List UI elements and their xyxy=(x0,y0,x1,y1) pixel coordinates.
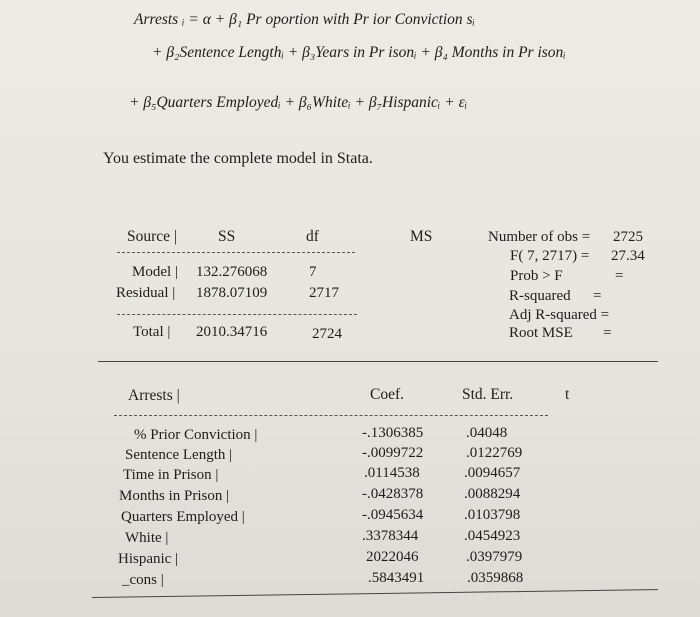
coef-row-se: .0103798 xyxy=(464,507,521,523)
anova-row-residual-source: Residual | xyxy=(116,285,176,301)
coef-row-coef: .0114538 xyxy=(364,465,420,481)
coef-header-var: Arrests | xyxy=(128,387,180,404)
bottom-rule xyxy=(92,589,658,598)
anova-row-residual-ss: 1878.07109 xyxy=(196,285,268,301)
coef-row-coef: 2022046 xyxy=(366,549,419,565)
stat-nobs-label: Number of obs = xyxy=(488,229,591,245)
equation-line-3: + β₅Quarters Employedᵢ + β₆Whiteᵢ + β₇Hispanicᵢ + εᵢ xyxy=(129,94,468,111)
coef-row-var: Sentence Length | xyxy=(125,447,233,463)
stat-rsq-label: R-squared xyxy=(509,288,571,304)
coef-header-coef: Coef. xyxy=(370,386,405,403)
coef-row-var: Hispanic | xyxy=(118,551,179,567)
coef-row-se: .0094657 xyxy=(464,465,521,481)
table-divider xyxy=(98,361,658,362)
coef-row-se: .0454923 xyxy=(464,528,521,544)
anova-row-model-df: 7 xyxy=(309,264,317,280)
stat-rootmse-value: = xyxy=(603,325,612,341)
coef-row-var: Quarters Employed | xyxy=(121,509,245,525)
coef-row-var: Months in Prison | xyxy=(119,488,230,504)
coef-row-se: .0397979 xyxy=(466,549,523,565)
coef-row-coef: .3378344 xyxy=(362,528,419,544)
coef-row-var: _cons | xyxy=(122,572,164,588)
anova-total-source: Total | xyxy=(133,324,171,340)
coef-row-se: .0088294 xyxy=(464,486,521,502)
coef-row-var: White | xyxy=(125,530,169,546)
coef-separator xyxy=(114,415,548,416)
coef-header-se: Std. Err. xyxy=(462,386,514,403)
coef-row-coef: -.0945634 xyxy=(362,507,424,523)
stat-adjrsq-label: Adj R-squared = xyxy=(509,307,610,323)
equation-line-1: Arrests ᵢ = α + β₁ Pr oportion with Pr ior Conviction sᵢ xyxy=(134,11,476,28)
coef-header-t: t xyxy=(565,386,570,403)
coef-row-coef: -.1306385 xyxy=(362,425,424,441)
coef-row-var: % Prior Conviction | xyxy=(134,427,258,443)
anova-separator-top xyxy=(117,252,355,253)
coef-row-coef: -.0428378 xyxy=(362,486,424,502)
stat-f-label: F( 7, 2717) = xyxy=(510,248,590,264)
stat-probf-label: Prob > F xyxy=(510,268,563,284)
anova-header-source: Source | xyxy=(127,228,178,245)
anova-total-df: 2724 xyxy=(312,326,342,342)
anova-row-model-source: Model | xyxy=(132,264,178,280)
anova-row-residual-df: 2717 xyxy=(309,285,339,301)
stat-f-value: 27.34 xyxy=(611,248,645,264)
coef-row-se: .04048 xyxy=(466,425,508,441)
anova-total-ss: 2010.34716 xyxy=(196,324,268,340)
stat-nobs-value: 2725 xyxy=(613,229,643,245)
equation-line-2: + β₂Sentence Lengthᵢ + β₃Years in Pr isonᵢ + β₄ Months in Pr isonᵢ xyxy=(152,44,566,61)
anova-header-ms: MS xyxy=(410,228,433,245)
anova-header-ss: SS xyxy=(218,228,236,245)
coef-row-var: Time in Prison | xyxy=(123,467,219,483)
stat-probf-value: = xyxy=(615,268,624,284)
coef-row-se: .0122769 xyxy=(466,445,523,461)
coef-row-se: .0359868 xyxy=(467,570,524,586)
coef-row-coef: -.0099722 xyxy=(362,445,424,461)
coef-row-coef: .5843491 xyxy=(368,570,425,586)
intro-text: You estimate the complete model in Stata. xyxy=(103,150,373,167)
stat-rootmse-label: Root MSE xyxy=(509,325,573,341)
anova-separator-mid xyxy=(117,314,357,315)
anova-row-model-ss: 132.276068 xyxy=(196,264,268,280)
anova-header-df: df xyxy=(306,228,319,245)
stat-rsq-value: = xyxy=(593,288,602,304)
